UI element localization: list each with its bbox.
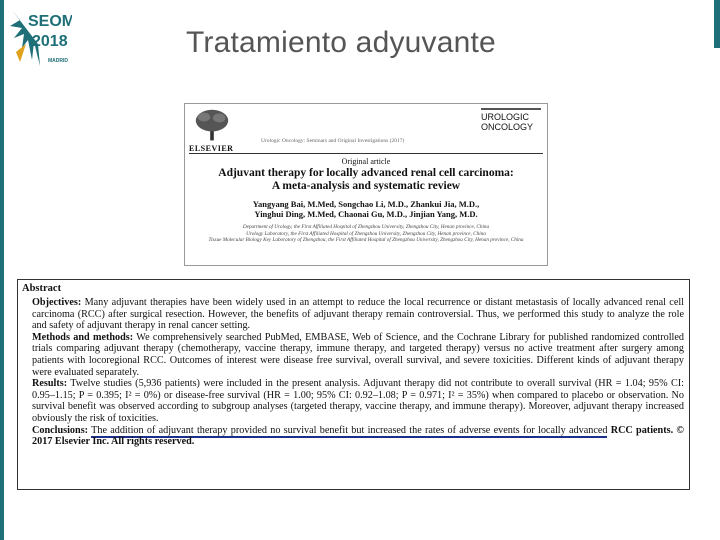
header-rule bbox=[189, 153, 543, 154]
objectives-text: Many adjuvant therapies have been widely used in an attempt to reduce the local recurrence or distant metastasis of locally advanced renal cell carcinoma (RCC) after surgical resection. However, the benefits of adjuvant therapy remain controversial. Thus, we performed this study to analyze the role and safety of adjuvant therapy in renal cancer setting. bbox=[32, 297, 685, 332]
methods-label: Methods and methods: bbox=[32, 331, 134, 343]
elsevier-tree-icon bbox=[189, 108, 235, 148]
article-title-line1: Adjuvant therapy for locally advanced renal cell carcinoma: bbox=[218, 167, 514, 179]
results-label: Results: bbox=[32, 378, 68, 390]
article-type: Original article bbox=[341, 157, 391, 166]
results-paragraph bbox=[32, 378, 684, 424]
conclusions-tail: RCC patients. © 2017 Elsevier Inc. All rights reserved. bbox=[32, 424, 684, 448]
slide-title: Tratamiento adyuvante bbox=[186, 26, 496, 59]
methods-text: We comprehensively searched PubMed, EMBASE, Web of Science, and the Cochrane Library for published randomized controlled trials comparing adjuvant therapy (chemotherapy, vaccine therapy, immune therapy, and targeted therapy) versus no active treatment after surgery among patients with locoregional RCC. Outcomes of interest were disease free survival, overall survival, and severe toxicities. Different kinds of adjuvant therapy were evaluated separately. bbox=[32, 331, 685, 378]
logo-line1: SEOM bbox=[28, 13, 72, 30]
authors-line2: Yinghui Ding, M.Med, Chaonai Gu, M.D., Jinjian Yang, M.D. bbox=[254, 209, 478, 219]
logo-line3: MADRID bbox=[48, 58, 68, 64]
abstract-heading: Abstract bbox=[22, 283, 62, 294]
article-header-image bbox=[184, 103, 548, 266]
journal-line: Urologic Oncology: Seminars and Original Investigations (2017) bbox=[261, 138, 405, 144]
journal-logo bbox=[481, 108, 541, 132]
authors bbox=[203, 199, 529, 219]
left-accent-bar bbox=[0, 0, 4, 540]
authors-line1: Yangyang Bai, M.Med, Songchao Li, M.D., Zhankui Jia, M.D., bbox=[252, 199, 480, 209]
affiliation-3: Tissue Molecular Biology Key Laboratory of Zhengzhou, the First Affiliated Hospital of Zhengzhou University, Zhengzhou City, Henan province, China bbox=[208, 237, 524, 243]
right-accent-bar bbox=[714, 0, 720, 48]
seom-logo bbox=[6, 4, 72, 70]
article-title bbox=[185, 167, 547, 193]
conclusions-paragraph bbox=[32, 425, 684, 448]
affiliations bbox=[195, 224, 537, 244]
publisher-name: ELSEVIER bbox=[189, 144, 234, 153]
logo-line2: 2018 bbox=[32, 33, 68, 50]
journal-logo-line1: UROLOGIC bbox=[481, 112, 530, 122]
affiliation-1: Department of Urology, the First Affiliated Hospital of Zhengzhou University, Zhengzhou City, Henan province, China bbox=[242, 224, 490, 230]
article-title-line2: A meta-analysis and systematic review bbox=[271, 180, 461, 192]
conclusions-label: Conclusions: bbox=[32, 424, 89, 436]
affiliation-2: Urology Laboratory, the First Affiliated Hospital of Zhengzhou University, Zhengzhou City, Henan province, China bbox=[246, 230, 486, 237]
results-text: Twelve studies (5,936 patients) were included in the present analysis. Adjuvant therapy did not contribute to overall survival (HR = 1.04; 95% CI: 0.95–1.15; P = 0.395; I² = 0%) or disease-free survival (HR = 1.00; 95% CI: 0.92–1.08; P = 0.971; I² = 35%) when compared to placebo or observation. No survival benefit was observed according to subgroup analyses (targeted therapy, vaccine therapy, and immune therapy). Moreover, adjuvant therapy increased obviously the risk of toxicities. bbox=[32, 378, 684, 424]
abstract-box bbox=[17, 279, 690, 490]
conclusions-underlined-text: The addition of adjuvant therapy provided no survival benefit but increased the rates of adverse events for locally advanced bbox=[91, 424, 608, 436]
methods-paragraph bbox=[32, 332, 684, 378]
objectives-paragraph bbox=[32, 297, 684, 332]
objectives-label: Objectives: bbox=[32, 297, 82, 308]
journal-logo-line2: ONCOLOGY bbox=[481, 122, 534, 132]
abstract-text bbox=[32, 297, 684, 448]
